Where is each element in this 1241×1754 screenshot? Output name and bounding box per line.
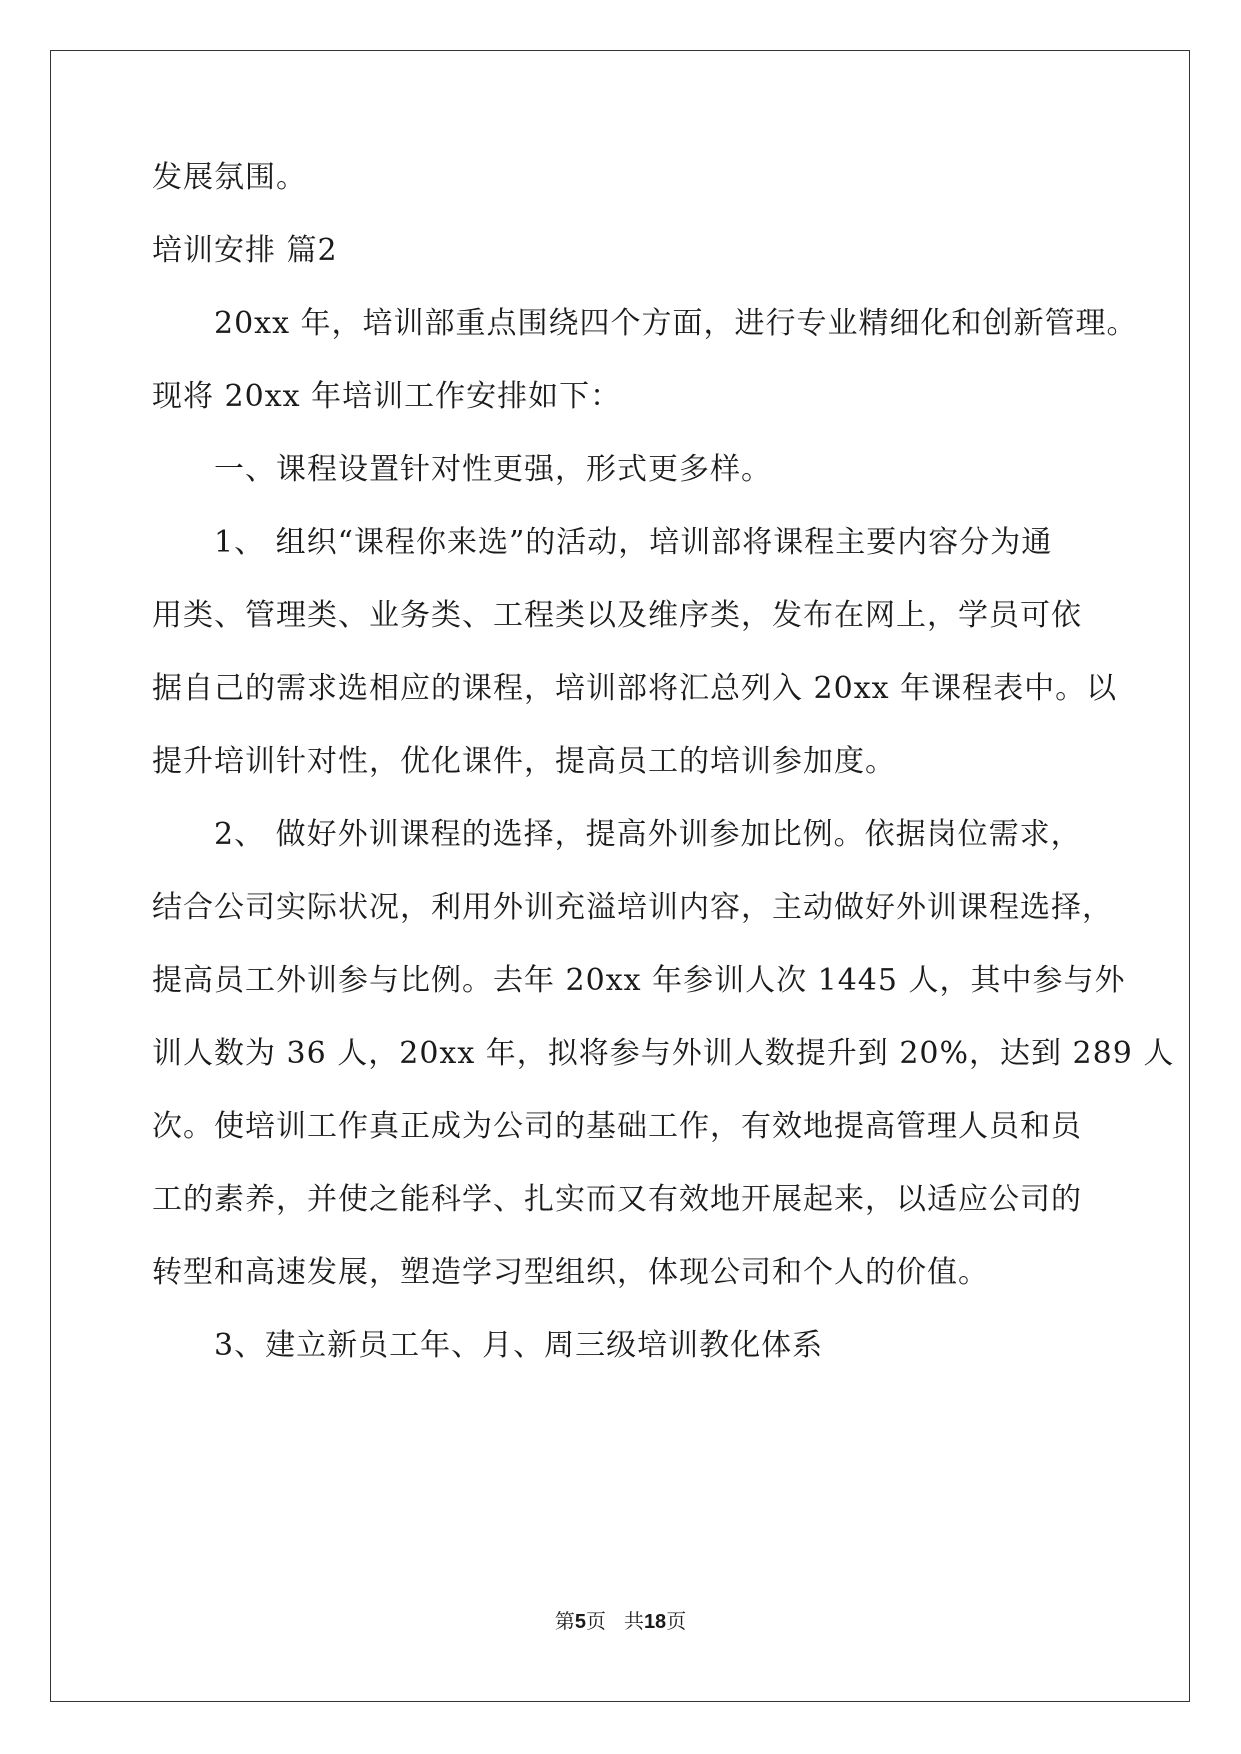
text-line: 转型和高速发展，塑造学习型组织，体现公司和个人的价值。 [152,1255,989,1290]
page-footer [0,1608,1241,1635]
page-number: 5 [574,1611,586,1633]
section-heading: 培训安排 篇2 [152,233,338,268]
text-line: 结合公司实际状况，利用外训充溢培训内容，主动做好外训课程选择， [152,890,1113,925]
text-line: 1、 组织“课程你来选”的活动，培训部将课程主要内容分为通 [214,525,1053,560]
text-line: 3、建立新员工年、月、周三级培训教化体系 [214,1328,824,1363]
text-line: 20xx 年，培训部重点围绕四个方面，进行专业精细化和创新管理。 [214,306,1138,341]
text-line: 用类、管理类、业务类、工程类以及维序类，发布在网上，学员可依 [152,598,1082,633]
text-line: 据自己的需求选相应的课程，培训部将汇总列入 20xx 年课程表中。以 [152,671,1118,706]
total-suffix: 页 [666,1609,687,1633]
text-line: 次。使培训工作真正成为公司的基础工作，有效地提高管理人员和员 [152,1109,1082,1144]
page-suffix: 页 [585,1609,606,1633]
text-line: 一、课程设置针对性更强，形式更多样。 [214,452,772,487]
total-pages: 18 [643,1611,667,1633]
text-line: 提高员工外训参与比例。去年 20xx 年参训人次 1445 人，其中参与外 [152,963,1126,998]
text-line: 提升培训针对性，优化课件，提高员工的培训参加度。 [152,744,896,779]
text-line: 工的素养，并使之能科学、扎实而又有效地开展起来，以适应公司的 [152,1182,1082,1217]
total-prefix: 共 [623,1609,644,1633]
text-line: 发展氛围。 [152,160,307,195]
text-line: 训人数为 36 人，20xx 年，拟将参与外训人数提升到 20%，达到 289 人 [152,1036,1175,1071]
page-border [50,50,1190,1702]
text-line: 现将 20xx 年培训工作安排如下： [152,379,622,414]
page-prefix: 第 [554,1609,575,1633]
text-line: 2、 做好外训课程的选择，提高外训参加比例。依据岗位需求， [214,817,1082,852]
